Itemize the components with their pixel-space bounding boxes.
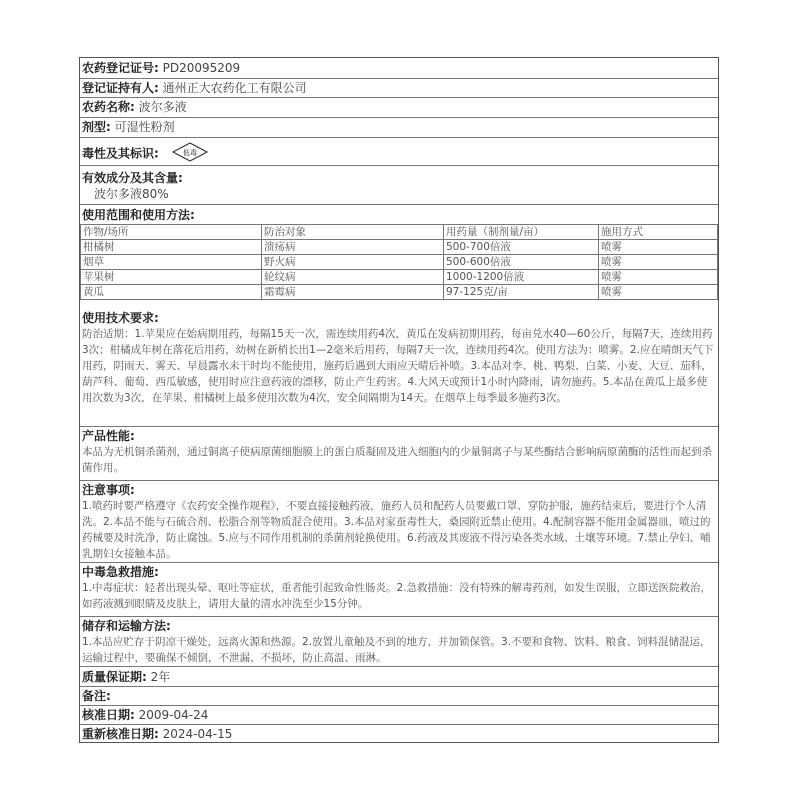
toxicity-row xyxy=(80,138,718,166)
table-cell: 喷雾 xyxy=(599,240,718,255)
table-row xyxy=(81,270,718,285)
performance-text: 本品为无机铜杀菌剂，通过铜离子使病原菌细胞膜上的蛋白质凝固及进入细胞内的少量铜离子与某些酶结合影响病原菌酶的活性而起到杀菌作用。 xyxy=(82,446,712,474)
holder-label: 登记证持有人: xyxy=(82,81,159,95)
table-cell: 1000-1200倍液 xyxy=(444,270,599,285)
svg-text:低毒: 低毒 xyxy=(182,149,197,157)
table-cell: 喷雾 xyxy=(599,270,718,285)
performance-label: 产品性能: xyxy=(82,429,135,443)
warranty-row xyxy=(80,667,718,687)
performance-section xyxy=(80,427,718,481)
product-name-label: 农药名称: xyxy=(82,100,135,114)
toxicity-label: 毒性及其标识: xyxy=(82,146,159,161)
table-cell: 500-700倍液 xyxy=(444,240,599,255)
reapproval-date-label: 重新核准日期: xyxy=(82,727,159,741)
storage-label: 储存和运输方法: xyxy=(82,619,171,633)
usage-heading-row xyxy=(80,206,718,224)
storage-section xyxy=(80,617,718,667)
usage-header-cell: 施用方式 xyxy=(599,225,718,240)
remarks-label: 备注: xyxy=(82,689,111,703)
table-row xyxy=(81,255,718,270)
usage-label: 使用范围和使用方法: xyxy=(82,208,195,222)
tech-requirements-label: 使用技术要求: xyxy=(82,311,159,325)
table-cell: 轮纹病 xyxy=(262,270,444,285)
usage-table-header xyxy=(81,225,718,240)
table-cell: 500-600倍液 xyxy=(444,255,599,270)
registration-number-label: 农药登记证号: xyxy=(82,61,159,75)
table-cell: 柑橘树 xyxy=(81,240,262,255)
table-cell: 霜霉病 xyxy=(262,285,444,300)
table-row xyxy=(81,285,718,300)
first-aid-section xyxy=(80,563,718,617)
reapproval-date-value: 2024-04-15 xyxy=(162,727,233,741)
table-cell: 溃疡病 xyxy=(262,240,444,255)
storage-text: 1.本品应贮存于阴凉干燥处，远离火源和热源。2.放置儿童触及不到的地方，并加锁保管。3.不要和食物、饮料、粮食、饲料混储混运，运输过程中，要确保不倾倒，不泄漏、不损坏，防止高温、雨淋。 xyxy=(82,636,711,664)
low-toxicity-badge-icon xyxy=(171,142,209,166)
registration-number-value: PD20095209 xyxy=(162,61,241,75)
ingredient-value: 波尔多液80% xyxy=(94,187,169,201)
usage-header-cell: 作物/场所 xyxy=(81,225,262,240)
table-cell: 喷雾 xyxy=(599,255,718,270)
precautions-section xyxy=(80,481,718,563)
precautions-text: 1.喷药时要严格遵守《农药安全操作规程》，不要直接接触药液，施药人员和配药人员要戴口罩、穿防护服，施药结束后，要进行个人清洗。2.本品不能与石硫合剂、松脂合剂等物质混合使用。3.本品对家蚕毒性大，桑园附近禁止使用。4.配制容器不能用金属器皿，喷过的药械要及时洗净，防止腐蚀。5.应与不同作用机制的杀菌剂轮换使用。6.药液及其废液不得污染各类水域、土壤等环境。7.禁止孕妇、哺乳期妇女接触本品。 xyxy=(82,500,711,560)
usage-header-cell: 用药量（制剂量/亩） xyxy=(444,225,599,240)
ingredient-label: 有效成分及其含量: xyxy=(82,171,183,185)
formulation-label: 剂型: xyxy=(82,120,111,134)
approval-date-value: 2009-04-24 xyxy=(138,708,209,722)
first-aid-label: 中毒急救措施: xyxy=(82,565,159,579)
tech-requirements-section xyxy=(80,309,718,427)
formulation-row xyxy=(80,118,718,138)
table-cell: 烟草 xyxy=(81,255,262,270)
table-cell: 97-125克/亩 xyxy=(444,285,599,300)
product-name-value: 波尔多液 xyxy=(138,100,187,114)
holder-row xyxy=(80,79,718,98)
reapproval-date-row xyxy=(80,725,718,743)
ingredient-row xyxy=(80,168,718,205)
table-cell: 野火病 xyxy=(262,255,444,270)
holder-value: 通州正大农药化工有限公司 xyxy=(162,81,307,95)
tech-requirements-text: 防治适期：1.苹果应在始病期用药，每隔15天一次，需连续用药4次，黄瓜在发病初期用药，每亩兑水40—60公斤，每隔7天，连续用药3次；柑橘成年树在落花后用药，幼树在新梢长出1—2毫米后用药，每隔7天一次，连续用药4次。使用方法为：喷雾。2.应在晴朗天气下用药，阴雨天、雾天、早晨露水未干时均不能使用，施药后遇到大雨应天晴后补喷。3.本品对李、桃、鸭梨、白菜、小麦、大豆、茄科、葫芦科、葡萄、西瓜敏感，使用时应注意药液的漂移，防止产生药害。4.大风天或预计1小时内降雨，请勿施药。5.本品在黄瓜上最多使用次数为3次，在苹果、柑橘树上最多使用次数为4次，安全间隔期为14天。在烟草上每季最多施药3次。 xyxy=(82,328,714,404)
remarks-row xyxy=(80,687,718,706)
product-name-row xyxy=(80,98,718,118)
table-cell: 苹果树 xyxy=(81,270,262,285)
first-aid-text: 1.中毒症状：轻者出现头晕、呕吐等症状，重者能引起致命性肠炎。2.急救措施：没有特殊的解毒药剂，如发生误服，立即送医院救治，如药液溅到眼睛及皮肤上，请用大量的清水冲洗至少15分钟。 xyxy=(82,582,712,610)
formulation-value: 可湿性粉剂 xyxy=(114,120,175,134)
table-row xyxy=(81,240,718,255)
precautions-label: 注意事项: xyxy=(82,483,135,497)
usage-table xyxy=(80,224,718,300)
usage-header-cell: 防治对象 xyxy=(262,225,444,240)
warranty-label: 质量保证期: xyxy=(82,670,147,684)
table-cell: 喷雾 xyxy=(599,285,718,300)
pesticide-registration-document xyxy=(79,57,719,743)
table-cell: 黄瓜 xyxy=(81,285,262,300)
registration-number-row xyxy=(80,58,718,79)
approval-date-label: 核准日期: xyxy=(82,708,135,722)
warranty-value: 2年 xyxy=(150,670,171,684)
approval-date-row xyxy=(80,706,718,725)
